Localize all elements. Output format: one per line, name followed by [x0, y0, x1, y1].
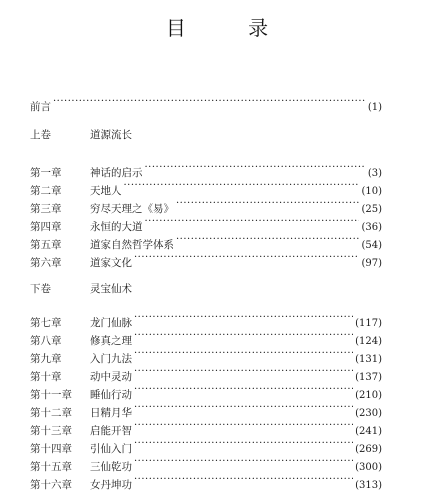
dot-leader: [134, 348, 353, 362]
dot-leader: [134, 366, 353, 380]
chapter-page: (10): [361, 186, 382, 197]
chapter-number: 第四章: [30, 221, 62, 233]
chapter-page: (269): [355, 444, 382, 455]
chapter-page: (117): [355, 318, 382, 329]
dot-leader: [134, 438, 353, 452]
toc-entry[interactable]: [30, 366, 382, 383]
dot-leader: [53, 96, 366, 110]
entry-page: (1): [367, 102, 382, 113]
toc-entry[interactable]: [30, 456, 382, 473]
toc-entry[interactable]: [30, 420, 382, 437]
volume-label: 上卷: [30, 129, 51, 141]
toc-entry[interactable]: [30, 384, 382, 401]
entry-name: 前言: [30, 101, 51, 113]
chapter-name: 引仙入门: [90, 443, 132, 455]
dot-leader: [134, 474, 353, 488]
dot-leader: [124, 180, 360, 194]
chapter-page: (241): [355, 426, 382, 437]
toc-entry[interactable]: [30, 216, 382, 233]
chapter-number: 第十三章: [30, 425, 72, 437]
chapter-page: (230): [355, 408, 382, 419]
chapter-page: (313): [355, 480, 382, 491]
volume-heading-2: [30, 282, 132, 296]
chapter-name: 永恒的大道: [90, 221, 143, 233]
chapter-page: (25): [361, 204, 382, 215]
dot-leader: [145, 216, 360, 230]
chapter-number: 第七章: [30, 317, 62, 329]
toc-entry[interactable]: [30, 330, 382, 347]
chapter-name: 启能开智: [90, 425, 132, 437]
toc-entry[interactable]: [30, 402, 382, 419]
chapter-page: (131): [355, 354, 382, 365]
volume-heading-1: [30, 128, 132, 142]
chapter-name: 修真之理: [90, 335, 132, 347]
chapter-name: 道家文化: [90, 257, 132, 269]
toc-entry[interactable]: [30, 438, 382, 455]
chapter-number: 第十章: [30, 371, 62, 383]
chapter-name: 睡仙行动: [90, 389, 132, 401]
chapter-number: 第九章: [30, 353, 62, 365]
chapter-name: 神话的启示: [90, 167, 143, 179]
dot-leader: [176, 198, 359, 212]
chapter-number: 第八章: [30, 335, 62, 347]
dot-leader: [134, 312, 353, 326]
dot-leader: [134, 330, 353, 344]
toc-entry[interactable]: [30, 162, 382, 179]
dot-leader: [134, 384, 353, 398]
chapter-page: (210): [355, 390, 382, 401]
dot-leader: [145, 162, 366, 176]
chapter-name: 入门九法: [90, 353, 132, 365]
chapter-number: 第十一章: [30, 389, 72, 401]
chapter-name: 女丹坤功: [90, 479, 132, 491]
dot-leader: [134, 252, 359, 266]
toc-entry[interactable]: [30, 312, 382, 329]
chapter-number: 第十四章: [30, 443, 72, 455]
chapter-number: 第二章: [30, 185, 62, 197]
chapter-name: 穷尽天理之《易》: [90, 203, 174, 215]
chapter-page: (54): [361, 240, 382, 251]
volume-title: 道源流长: [90, 129, 132, 141]
toc-entry-preface[interactable]: [30, 96, 382, 113]
chapter-name: 日精月华: [90, 407, 132, 419]
toc-entry[interactable]: [30, 474, 382, 491]
dot-leader: [176, 234, 359, 248]
toc-entry[interactable]: [30, 198, 382, 215]
toc-entry[interactable]: [30, 234, 382, 251]
volume-title: 灵宝仙术: [90, 283, 132, 295]
chapter-page: (3): [367, 168, 382, 179]
toc-entry[interactable]: [30, 180, 382, 197]
chapter-name: 天地人: [90, 185, 122, 197]
chapter-name: 龙门仙脉: [90, 317, 132, 329]
chapter-page: (36): [361, 222, 382, 233]
chapter-page: (137): [355, 372, 382, 383]
chapter-page: (97): [361, 258, 382, 269]
toc-entry[interactable]: [30, 348, 382, 365]
chapter-number: 第六章: [30, 257, 62, 269]
chapter-page: (124): [355, 336, 382, 347]
chapter-number: 第十六章: [30, 479, 72, 491]
chapter-number: 第三章: [30, 203, 62, 215]
page-title: 目 录: [165, 16, 297, 40]
dot-leader: [134, 402, 353, 416]
chapter-number: 第十五章: [30, 461, 72, 473]
chapter-number: 第五章: [30, 239, 62, 251]
chapter-name: 三仙乾功: [90, 461, 132, 473]
chapter-page: (300): [355, 462, 382, 473]
volume-label: 下卷: [30, 283, 51, 295]
dot-leader: [134, 456, 353, 470]
chapter-name: 动中灵动: [90, 371, 132, 383]
chapter-number: 第一章: [30, 167, 62, 179]
chapter-name: 道家自然哲学体系: [90, 239, 174, 251]
toc-entry[interactable]: [30, 252, 382, 269]
chapter-number: 第十二章: [30, 407, 72, 419]
dot-leader: [134, 420, 353, 434]
